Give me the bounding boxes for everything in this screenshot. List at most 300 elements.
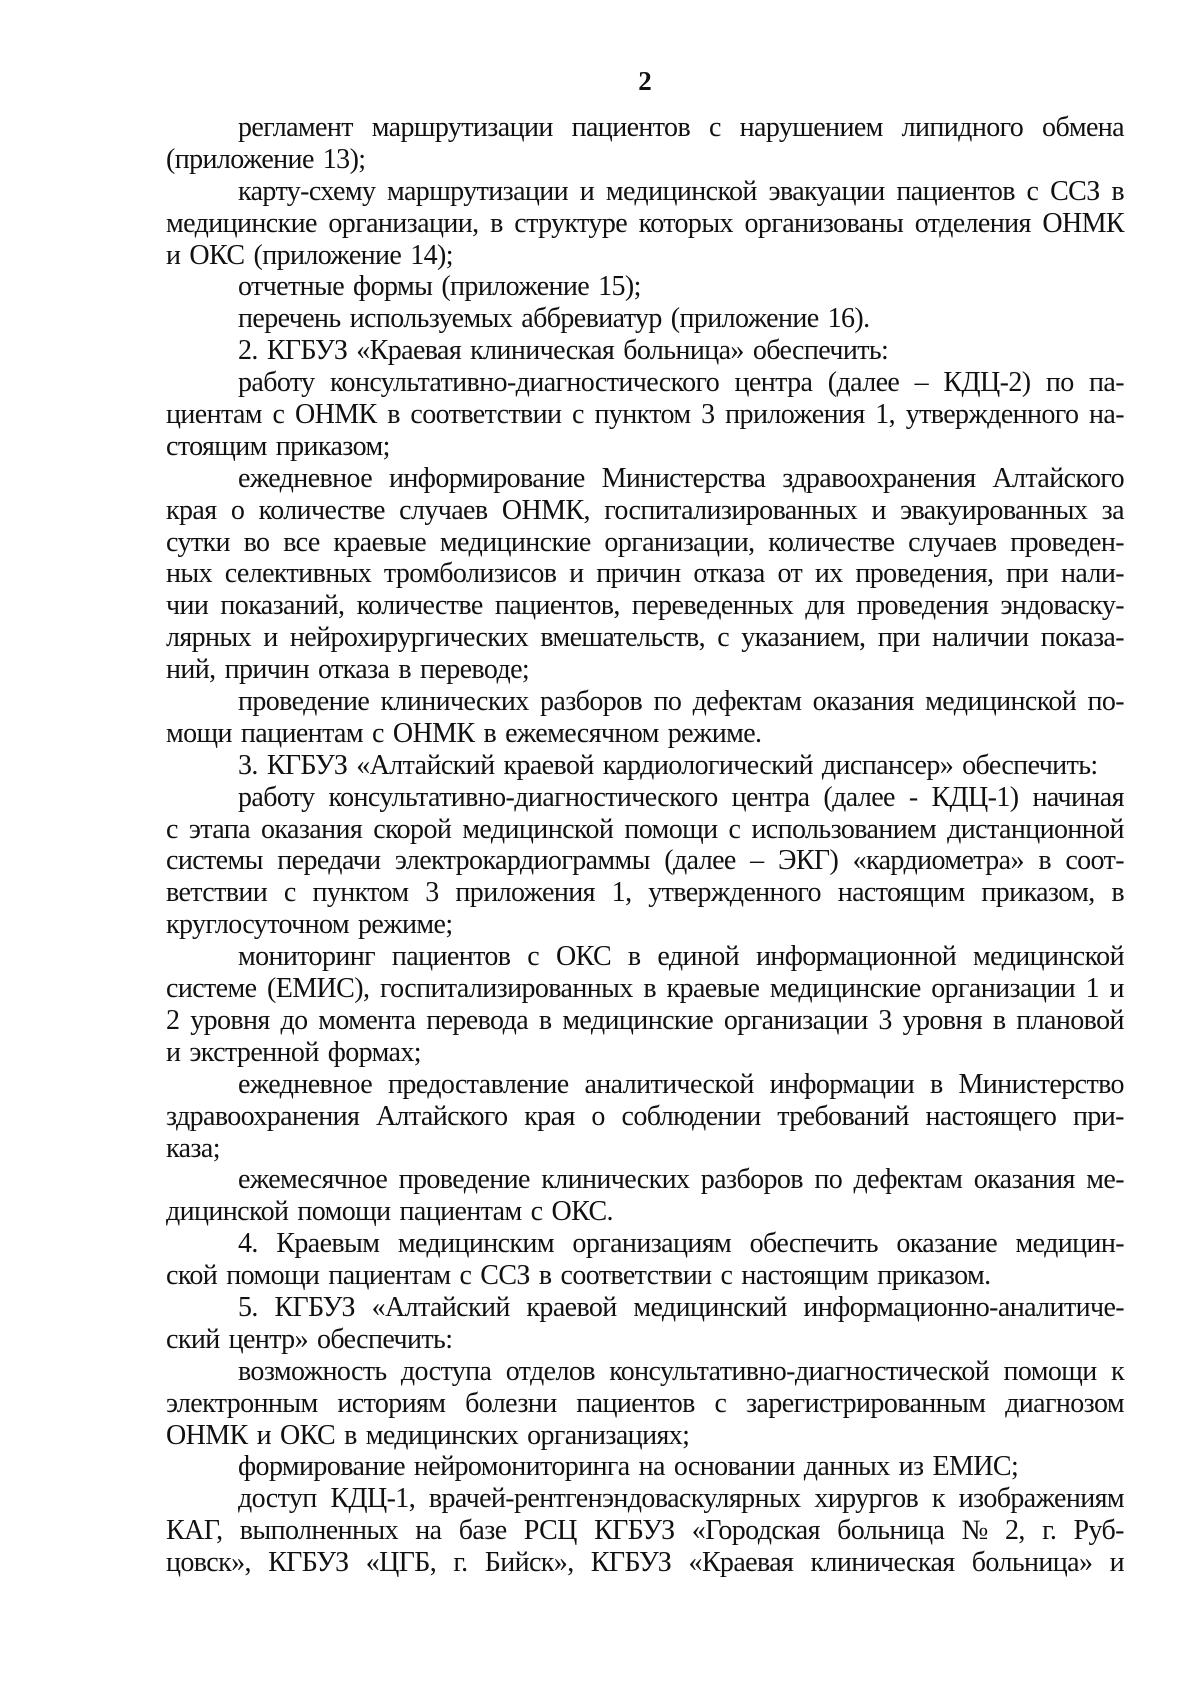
word: «кардиометра» [852, 845, 1024, 877]
word: используемых [349, 303, 513, 335]
word: «Краевая [688, 1547, 794, 1579]
word: пациентов [896, 175, 1015, 207]
word: ский [166, 1323, 220, 1355]
word: КГБУЗ [266, 335, 348, 367]
word: края [166, 494, 217, 526]
word: передачи [277, 845, 381, 877]
word: диагнозом [1005, 1387, 1124, 1419]
word: с [720, 1260, 733, 1292]
word: 3 [701, 399, 715, 431]
word: РСЦ [523, 1515, 577, 1547]
text-line [166, 909, 1124, 941]
word: вмешательств, [540, 622, 705, 654]
text-line [166, 1324, 1124, 1356]
word: ме- [1086, 1164, 1124, 1196]
word: электрокардиограммы [394, 845, 650, 877]
word: ОКС [189, 239, 245, 271]
document-body [166, 112, 1124, 1579]
word: этапа [188, 813, 250, 845]
word: и [569, 558, 584, 590]
text-line [166, 1037, 1124, 1069]
word: 1, [875, 399, 896, 431]
word: утвержденного [648, 877, 821, 909]
word: «ЦГБ, [365, 1547, 437, 1579]
word: системы [166, 845, 263, 877]
text-line [166, 112, 1124, 144]
word: организации, [604, 526, 755, 558]
word: ежедневное [238, 462, 373, 494]
word: нали- [1061, 558, 1124, 590]
word: центр» [228, 1323, 308, 1355]
word: эвакуированных [900, 494, 1088, 526]
word: регламент [238, 112, 353, 143]
word: нейрохирургических [289, 622, 529, 654]
word: обеспечить: [962, 749, 1098, 781]
word: уровня [190, 1004, 270, 1036]
word: 3. [238, 749, 258, 781]
word: отказа [693, 558, 765, 590]
text-line [166, 527, 1124, 559]
word: ОНМК, [501, 494, 590, 526]
word: ежемесячное [238, 1164, 388, 1196]
word: с [530, 1196, 543, 1228]
word: кардиологический [602, 749, 813, 781]
text-line [166, 399, 1124, 431]
word: ССЗ [1050, 175, 1100, 207]
text-line [166, 176, 1124, 208]
word: 16). [827, 303, 870, 335]
word: на [415, 1515, 442, 1547]
word: диспансер» [821, 749, 954, 781]
word: обмена [1042, 112, 1124, 143]
word: ежедневное [238, 1068, 373, 1100]
word: формах; [327, 1036, 421, 1068]
word: нейромониторинга [413, 1451, 630, 1483]
text-line [166, 782, 1124, 814]
text-line [166, 495, 1124, 527]
word: организованы [744, 207, 904, 239]
word: ОНМК [392, 717, 475, 749]
word: 4. [238, 1228, 258, 1260]
word: клиническая [470, 335, 615, 367]
word: их [814, 558, 843, 590]
word: циентам [166, 399, 262, 431]
word: медицинские [769, 973, 921, 1005]
word: мониторинг [238, 941, 376, 973]
word: ОНМК [166, 1419, 248, 1451]
word: причин [224, 654, 309, 686]
text-line [166, 1005, 1124, 1037]
word: работу [238, 781, 315, 813]
word: (далее [823, 781, 895, 813]
word: ской [166, 1260, 218, 1292]
text-line [166, 1451, 1124, 1483]
word: проведен- [1010, 526, 1124, 558]
word: использованием [751, 813, 937, 845]
word: консультативно-диагностической [609, 1355, 990, 1387]
word: случаев [908, 526, 997, 558]
word: краевые [666, 973, 760, 1005]
word: на [638, 1451, 665, 1483]
word: медицинские [166, 207, 317, 239]
page-number: 2 [638, 66, 652, 96]
word: ний, [166, 654, 216, 686]
word: информирование [389, 462, 585, 494]
word: переведенных [631, 590, 794, 622]
word: плановой [1016, 1004, 1124, 1036]
word: ОНМК [1042, 207, 1124, 239]
word: с [728, 813, 741, 845]
word: по [1045, 367, 1074, 399]
word: в [387, 399, 400, 431]
word: в [1111, 175, 1124, 207]
word: проведения, [855, 558, 994, 590]
word: с [283, 877, 296, 909]
word: дефектам [853, 1164, 963, 1196]
word: и [871, 494, 886, 526]
word: пациентов, [494, 590, 620, 622]
word: формирование [238, 1451, 405, 1483]
word: основании [673, 1451, 795, 1483]
word: показаний, [220, 590, 345, 622]
word: с [272, 399, 285, 431]
word: КДЦ-1, [330, 1483, 416, 1515]
word: Бийск», [484, 1547, 574, 1579]
word: медицинской [605, 175, 757, 207]
word: приказом; [275, 430, 390, 462]
word: 2 [166, 1004, 180, 1036]
word: соответствии [560, 1260, 712, 1292]
text-line [166, 208, 1124, 240]
word: соответствии [410, 399, 562, 431]
word: сутки [166, 526, 230, 558]
word: до [280, 1004, 308, 1036]
word: отказа [317, 654, 390, 686]
word: с [459, 1260, 472, 1292]
word: г. [1042, 1515, 1057, 1547]
word: КДЦ-1) [931, 781, 1019, 813]
word: краевые [333, 526, 427, 558]
word: Министерства [601, 462, 766, 494]
word: краевой [503, 749, 594, 781]
word: выполненных [239, 1515, 399, 1547]
word: (приложение [441, 271, 590, 303]
word: ОКС [555, 941, 612, 973]
text-line [166, 367, 1124, 399]
word: «Алтайский [371, 1291, 510, 1323]
word: перевода [426, 1004, 529, 1036]
word: оказания [973, 1164, 1075, 1196]
word: дефектам [692, 686, 802, 718]
word: с [527, 941, 540, 973]
text-line [166, 240, 1124, 272]
word: обеспечить: [316, 1323, 453, 1355]
word: по [814, 1164, 843, 1196]
word: пунктом [594, 399, 691, 431]
word: из [898, 1451, 924, 1483]
word: эндоваску- [1000, 590, 1124, 622]
word: указанием, [741, 622, 866, 654]
word: оказания [261, 813, 363, 845]
word: центра [734, 367, 813, 399]
word: помощи [1003, 1355, 1097, 1387]
word: тромболизисов [383, 558, 557, 590]
word: и [166, 239, 181, 271]
word: в [1111, 877, 1124, 909]
word: (ЕМИС), [267, 973, 370, 1005]
text-line [166, 1420, 1124, 1452]
word: аббревиатур [521, 303, 662, 335]
word: к [1110, 1355, 1124, 1387]
word: дистанционной [947, 813, 1124, 845]
word: обеспечить: [752, 335, 889, 367]
word: хирургов [814, 1483, 919, 1515]
text-line [166, 814, 1124, 846]
word: эвакуации [768, 175, 885, 207]
text-line [166, 1483, 1124, 1515]
word: 1, [611, 877, 632, 909]
word: формы [353, 271, 433, 303]
word: отделов [505, 1355, 595, 1387]
word: электронным [166, 1387, 318, 1419]
text-line [166, 1101, 1124, 1133]
word: утвержденного [905, 399, 1079, 431]
word: госпитализированных [379, 973, 633, 1005]
word: отчетные [238, 271, 345, 303]
word: (далее [827, 367, 900, 399]
text-line [166, 686, 1124, 718]
word: пациентов [576, 1387, 695, 1419]
text-line [166, 590, 1124, 622]
word: в [483, 717, 497, 749]
word: стоящим [166, 430, 267, 462]
word: 1 [1085, 973, 1099, 1005]
word: в [538, 1004, 552, 1036]
word: (приложение [670, 303, 819, 335]
word: единой [657, 941, 740, 973]
text-line [166, 654, 1124, 686]
text-line [166, 144, 1124, 176]
word: момента [318, 1004, 416, 1036]
word: медицин- [1015, 1228, 1124, 1260]
word: 13); [322, 143, 366, 175]
word: в [490, 207, 503, 239]
word: Руб- [1073, 1515, 1124, 1547]
word: круглосуточном [166, 909, 350, 941]
word: – [750, 845, 764, 877]
word: в [344, 1419, 357, 1451]
word: в [398, 654, 411, 686]
text-line [166, 1547, 1124, 1579]
word: о [591, 1100, 605, 1132]
word: приложения [455, 877, 595, 909]
text-line [166, 750, 1124, 782]
word: с [572, 399, 584, 431]
word: клинических [380, 686, 529, 718]
word: Алтайского [992, 462, 1124, 494]
word: по [653, 686, 682, 718]
word: липидного [901, 112, 1024, 143]
word: за [1101, 494, 1124, 526]
word: экстренной [189, 1036, 319, 1068]
word: структуре [514, 207, 628, 239]
text-line [166, 335, 1124, 367]
word: ОКС [280, 1419, 336, 1451]
word: лярных [166, 622, 252, 654]
word: предоставление [387, 1068, 569, 1100]
word: проведение [238, 686, 370, 718]
text-line [166, 973, 1124, 1005]
word: чии [166, 590, 209, 622]
word: 15); [598, 271, 641, 303]
word: ных [166, 558, 212, 590]
word: 5. [238, 1291, 258, 1323]
word: которых [638, 207, 733, 239]
word: ветствии [166, 877, 268, 909]
word: перечень [238, 303, 341, 335]
word: в [643, 973, 656, 1005]
text-line [166, 845, 1124, 877]
word: и [579, 175, 595, 207]
word: в [1038, 845, 1051, 877]
word: 2. [238, 335, 258, 367]
word: краевой [526, 1291, 617, 1323]
word: данных [803, 1451, 890, 1483]
word: приказом. [877, 1260, 991, 1292]
word: болезни [465, 1387, 557, 1419]
text-line [166, 1515, 1124, 1547]
word: изображениям [958, 1483, 1124, 1515]
word: системе [166, 973, 257, 1005]
word: с [708, 112, 721, 143]
word: доступа [400, 1355, 492, 1387]
word: КГБУЗ [590, 1547, 672, 1579]
word: клиническая [810, 1547, 955, 1579]
word: аналитической [584, 1068, 754, 1100]
word: медицинский [633, 1291, 787, 1323]
word: разборов [539, 686, 643, 718]
text-line [166, 431, 1124, 463]
word: соот- [1065, 845, 1124, 877]
word: переводе; [419, 654, 530, 686]
word: при- [1073, 1100, 1124, 1132]
word: случаев [399, 494, 488, 526]
word: с [166, 813, 178, 845]
word: и [1109, 1547, 1124, 1579]
word: причин [596, 558, 681, 590]
word: - [908, 781, 918, 813]
word: требований [777, 1100, 909, 1132]
word: врачей-рентгенэндоваскулярных [428, 1483, 801, 1515]
word: маршрутизации [371, 112, 553, 143]
word: во [243, 526, 270, 558]
word: пунктом [312, 877, 409, 909]
word: КГБУЗ [266, 749, 348, 781]
word: помощи [297, 1196, 391, 1228]
word: 14); [410, 239, 453, 271]
word: с [372, 717, 384, 749]
word: маршрутизации [387, 175, 569, 207]
word: зарегистрированным [746, 1387, 986, 1419]
word: па- [1089, 367, 1124, 399]
word: «Городская [691, 1515, 820, 1547]
word: о [230, 494, 245, 526]
word: 3 [425, 877, 439, 909]
word: от [777, 558, 803, 590]
word: больница» [623, 335, 744, 367]
word: 3 [878, 1004, 892, 1036]
word: (далее [664, 845, 736, 877]
word: пациентов [391, 941, 511, 973]
word: медицинских [365, 1419, 519, 1451]
text-line [166, 1292, 1124, 1324]
word: больница [837, 1515, 945, 1547]
word: организации [723, 1004, 868, 1036]
word: пациентам [240, 717, 363, 749]
word: базе [458, 1515, 507, 1547]
word: помощи [226, 1260, 320, 1292]
word: Алтайского [375, 1100, 508, 1132]
word: № [961, 1515, 988, 1547]
text-line [166, 1133, 1124, 1165]
word: КДЦ-2) [943, 367, 1031, 399]
word: возможность [238, 1355, 387, 1387]
word: и [256, 1419, 272, 1451]
text-line [166, 1260, 1124, 1292]
word: медицинские [562, 1004, 714, 1036]
word: ССЗ [480, 1260, 530, 1292]
word: по- [1087, 686, 1124, 718]
word: доступ [238, 1483, 317, 1515]
word: «Алтайский [356, 749, 495, 781]
word: в [992, 1004, 1006, 1036]
word: медицинским [397, 1228, 554, 1260]
word: консультативно-диагностического [328, 781, 718, 813]
word: проведения [856, 590, 989, 622]
word: каза; [166, 1132, 220, 1164]
word: ОНМК [294, 399, 377, 431]
text-line [166, 941, 1124, 973]
text-line [166, 877, 1124, 909]
word: медицинской [973, 941, 1124, 973]
word: больница» [971, 1547, 1093, 1579]
word: пациентам [328, 1260, 451, 1292]
word: КГБУЗ [268, 1547, 349, 1579]
word: госпитализированных [604, 494, 858, 526]
word: дицинской [166, 1196, 289, 1228]
word: оказание [896, 1228, 998, 1260]
word: ЕМИС; [932, 1451, 1019, 1483]
word: КАГ, [166, 1515, 223, 1547]
word: клинических [541, 1164, 690, 1196]
word: – [914, 367, 929, 399]
text-line [166, 1069, 1124, 1101]
word: при [1006, 558, 1049, 590]
word: (приложение [166, 143, 314, 175]
word: количестве [258, 494, 385, 526]
text-line [166, 463, 1124, 495]
word: количестве [768, 526, 895, 558]
text-line [166, 1164, 1124, 1196]
word: (приложение [253, 239, 402, 271]
text-line [166, 1388, 1124, 1420]
text-line [166, 271, 1124, 303]
word: нарушением [739, 112, 883, 143]
word: с [1026, 175, 1039, 207]
word: в [930, 1068, 943, 1100]
word: мощи [166, 717, 232, 749]
word: все [283, 526, 320, 558]
